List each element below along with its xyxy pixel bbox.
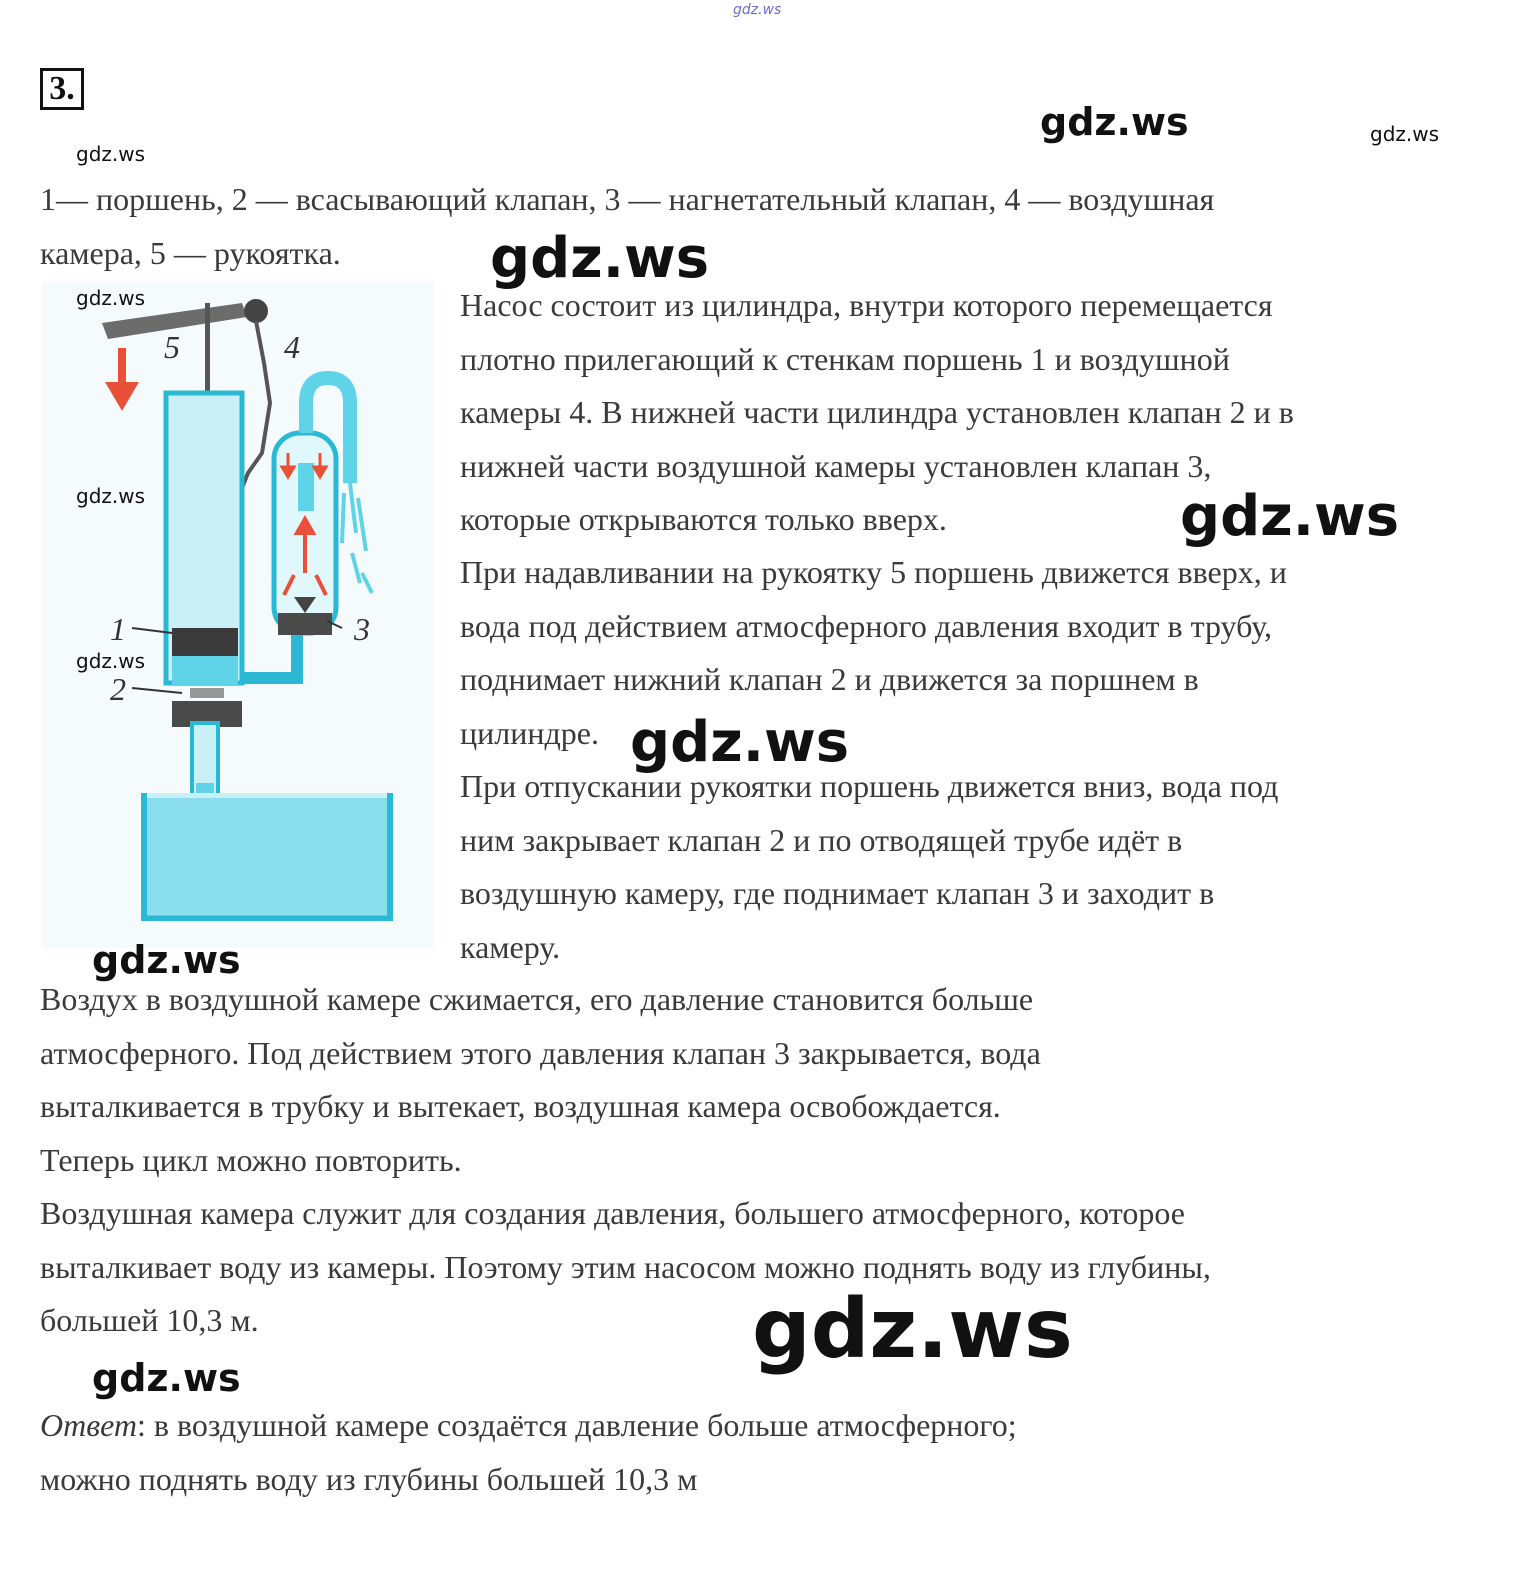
text-line: цилиндре. [460,714,599,751]
answer-line [40,1399,1017,1453]
watermark: gdz.ws [92,1356,241,1400]
watermark: gdz.ws [1180,484,1400,549]
text-line: вода под действием атмосферного давления входит в трубу, [460,607,1272,644]
text-line: При надавливании на рукоятку 5 поршень движется вверх, и [460,554,1287,590]
text-line: поднимает нижний клапан 2 и движется за поршнем в [460,661,1199,697]
watermark: gdz.ws [490,226,710,291]
watermark: gdz.ws [752,1282,1073,1377]
handle-pivot [244,299,268,323]
text-line: камеру. [460,928,561,965]
pump-diagram [42,283,434,948]
watermark: gdz.ws [1370,122,1440,146]
text-line: выталкивает воду из камеры. Поэтому этим насосом можно поднять воду из глубины, [40,1248,1211,1285]
watermark: gdz.ws [76,484,146,508]
legend-line: камера, 5 — рукоятка. [40,234,341,271]
answer-label: Ответ [40,1407,137,1443]
suction-valve-plate [190,688,224,698]
label-4: 4 [284,329,300,365]
text-line: воздушную камеру, где поднимает клапан 3 и заходит в [460,875,1215,911]
watermark: gdz.ws [76,649,146,673]
text-line: Насос состоит из цилиндра, внутри которого перемещается [460,287,1273,323]
piston [172,628,238,656]
text-line: Воздушная камера служит для создания давления, большего атмосферного, которое [40,1195,1185,1231]
text-line: выталкивается в трубку и вытекает, воздушная камера освобождается. [40,1088,1001,1124]
text-line: Теперь цикл можно повторить. [40,1141,462,1178]
description-paragraph-3 [460,760,1278,974]
watermark: gdz.ws [1040,100,1189,144]
watermark: gdz.ws [76,286,146,310]
legend-line: 1— поршень, 2 — всасывающий клапан, 3 — нагнетательный клапан, 4 — воздушная [40,181,1215,217]
label-3: 3 [354,611,370,647]
water-below-piston [172,656,238,686]
watermark: gdz.ws [92,938,241,982]
label-5: 5 [164,329,180,365]
label-1: 1 [110,611,126,647]
text-line: Воздух в воздушной камере сжимается, его давление становится больше [40,981,1034,1017]
text-line: плотно прилегающий к стенкам поршень 1 и воздушной [460,340,1230,377]
watermark: gdz.ws [733,2,782,18]
pump-illustration [42,283,434,948]
answer-line-2: можно поднять воду из глубины большей 10,3 м [40,1460,698,1497]
task-number: 3. [40,68,84,110]
answer-block [40,1399,1017,1506]
air-chamber-tube [298,463,314,511]
label-2: 2 [110,671,126,707]
description-paragraph-2 [460,546,1287,760]
text-line: При отпускании рукоятки поршень движется вниз, вода под [460,768,1279,804]
text-line: ним закрывает клапан 2 и по отводящей трубе идёт в [460,821,1183,858]
watermark: gdz.ws [630,710,850,775]
tank-water [147,798,387,916]
text-line: которые открываются только вверх. [460,501,947,537]
answer-text: : в воздушной камере создаётся давление больше атмосферного; [137,1407,1017,1443]
discharge-valve [278,613,332,635]
text-line: большей 10,3 м. [40,1302,259,1338]
text-line: камеры 4. В нижней части цилиндра установлен клапан 2 и в [460,394,1294,430]
watermark: gdz.ws [76,142,146,166]
description-paragraph-1 [460,279,1294,547]
text-line: атмосферного. Под действием этого давления клапан 3 закрывается, вода [40,1034,1041,1071]
text-line: нижней части воздушной камеры установлен клапан 3, [460,447,1212,484]
